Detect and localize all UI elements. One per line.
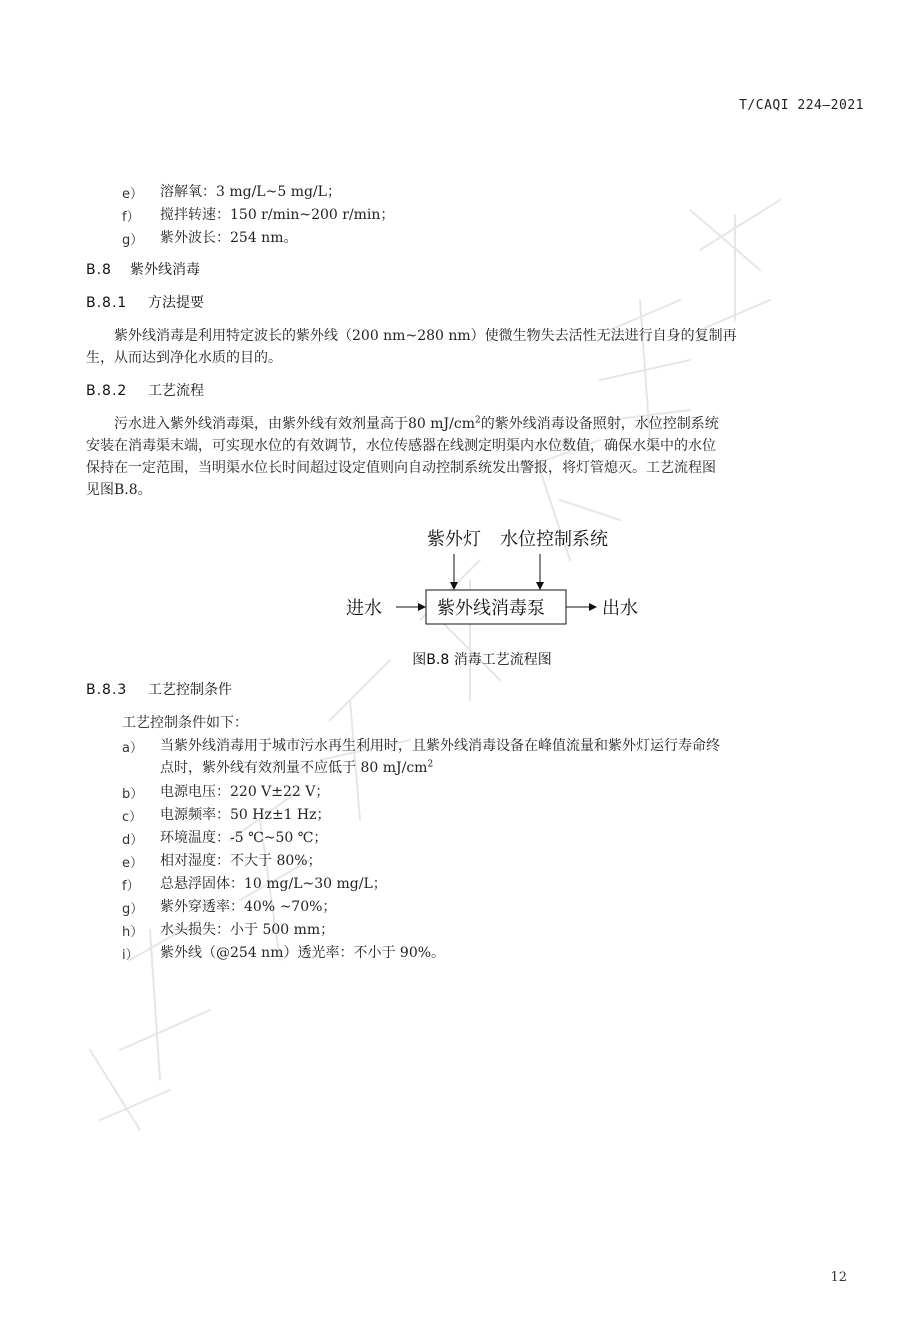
section-title: 方法提要 <box>148 295 204 311</box>
diagram-label-level-control: 水位控制系统 <box>500 529 608 550</box>
section-title: 工艺流程 <box>148 383 204 399</box>
list-item-text: 搅拌转速：150 r/min~200 r/min； <box>160 207 395 223</box>
list-item-marker: i） <box>122 948 139 963</box>
list-item-marker: f） <box>122 210 140 225</box>
list-item-text: 相对湿度：不大于 80%； <box>160 853 322 869</box>
diagram-label-process: 紫外线消毒泵 <box>437 598 545 619</box>
list-item-marker: e） <box>122 187 143 202</box>
flow-diagram <box>330 520 660 635</box>
section-heading-b8 <box>86 259 200 281</box>
list-item-text: 溶解氧：3 mg/L~5 mg/L； <box>160 184 341 200</box>
list-item-text: 电源频率：50 Hz±1 Hz； <box>160 807 331 823</box>
list-item-marker: c） <box>122 810 143 825</box>
list-item-text: 紫外穿透率：40% ~70%； <box>160 899 337 915</box>
page-number: 12 <box>830 1270 847 1285</box>
list-item-text: 当紫外线消毒用于城市污水再生利用时，且紫外线消毒设备在峰值流量和紫外灯运行寿命终 <box>160 738 720 754</box>
paragraph-line: 污水进入紫外线消毒渠，由紫外线有效剂量高于80 $mJ/cm^2$的紫外线消毒设备照射，水位控制系统 <box>114 415 719 432</box>
paragraph-line: 工艺控制条件如下： <box>122 715 248 731</box>
paragraph-line: 紫外线消毒是利用特定波长的紫外线（200 nm~280 nm）使微生物失去活性无法进行自身的复制再 <box>114 328 737 344</box>
superscript: 2 <box>427 759 434 770</box>
diagram-label-inflow: 进水 <box>346 598 382 619</box>
diagram-label-uv-lamp: 紫外灯 <box>427 529 481 550</box>
list-item-text: 水头损失：小于 500 mm； <box>160 922 335 938</box>
section-heading-b82 <box>86 380 204 402</box>
section-number: B.8 <box>86 262 112 278</box>
paragraph-line: 生，从而达到净化水质的目的。 <box>86 350 282 366</box>
list-item-marker: a） <box>122 741 143 756</box>
list-item-marker: b） <box>122 787 144 802</box>
paragraph-line: 见图B.8。 <box>86 482 152 498</box>
list-item-marker: h） <box>122 925 144 940</box>
paragraph-line: 安装在消毒渠末端，可实现水位的有效调节，水位传感器在线测定明渠内水位数值，确保水渠中的水位 <box>86 438 716 454</box>
list-item-marker: g） <box>122 902 144 917</box>
figure-caption: 图B.8 消毒工艺流程图 <box>412 652 552 668</box>
section-heading-b81 <box>86 292 204 314</box>
list-item-text: 紫外线（@254 nm）透光率：不小于 90%。 <box>160 945 446 961</box>
section-title: 工艺控制条件 <box>148 682 232 698</box>
section-number: B.8.2 <box>86 383 128 399</box>
section-number: B.8.1 <box>86 295 128 311</box>
section-number: B.8.3 <box>86 682 128 698</box>
superscript: 2 <box>474 415 481 426</box>
list-item-marker: e） <box>122 856 143 871</box>
diagram-label-outflow: 出水 <box>602 598 638 619</box>
list-item-marker: g） <box>122 233 144 248</box>
list-item-text: 电源电压：220 V±22 V； <box>160 784 330 800</box>
paragraph-line: 保持在一定范围，当明渠水位长时间超过设定值则向自动控制系统发出警报，将灯管熄灭。工艺流程图 <box>86 460 716 476</box>
list-item-marker: d） <box>122 833 144 848</box>
section-title: 紫外线消毒 <box>130 262 200 278</box>
list-item-text-continued: 点时，紫外线有效剂量不应低于 80 $mJ/cm^2$ <box>160 759 434 776</box>
section-heading-b83 <box>86 679 232 701</box>
list-item-text: 总悬浮固体：10 mg/L~30 mg/L； <box>160 876 387 892</box>
list-item-marker: f） <box>122 879 140 894</box>
list-item-text: 环境温度：-5 ℃~50 ℃； <box>160 830 328 846</box>
list-item-text: 紫外波长：254 nm。 <box>160 230 298 246</box>
document-code: T/CAQI 224—2021 <box>739 98 864 113</box>
